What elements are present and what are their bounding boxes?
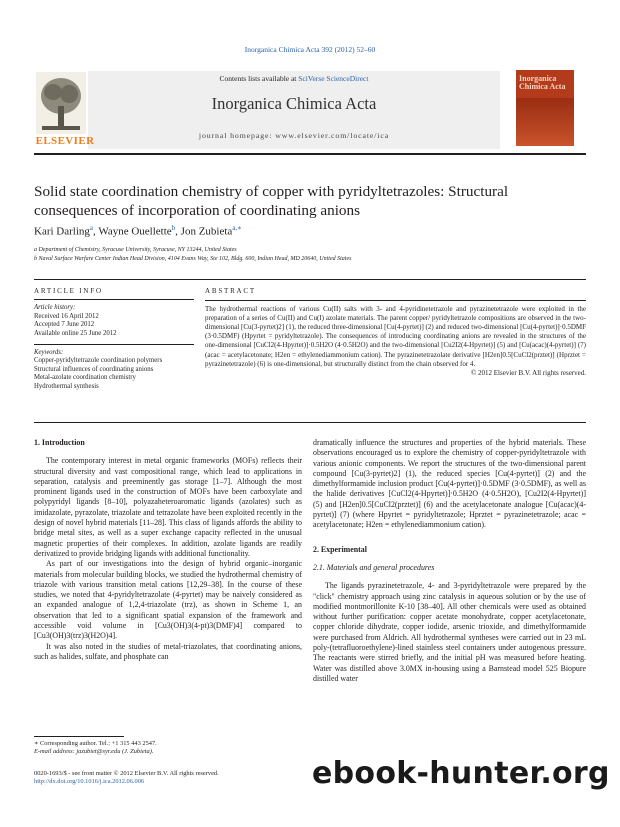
watermark: ebook-hunter.org bbox=[312, 756, 610, 791]
materials-subheading: 2.1. Materials and general procedures bbox=[313, 562, 435, 572]
keyword: Hydrothermal synthesis bbox=[34, 382, 99, 390]
email-note[interactable]: E-mail address: jazubiet@syr.edu (J. Zubieta). bbox=[34, 748, 154, 756]
body-left-column bbox=[34, 438, 302, 662]
journal-cover-thumbnail[interactable] bbox=[516, 70, 574, 146]
sciencedirect-link[interactable]: SciVerse ScienceDirect bbox=[298, 74, 369, 83]
section-rule bbox=[34, 279, 586, 280]
experimental-heading: 2. Experimental bbox=[313, 544, 367, 554]
journal-homepage[interactable]: journal homepage: www.elsevier.com/locate/ica bbox=[198, 131, 390, 140]
corresponding-author-note: ∗ Corresponding author. Tel.: +1 315 443 2547. bbox=[34, 740, 157, 747]
issn-line: 0020-1693/$ - see front matter © 2012 Elsevier B.V. All rights reserved. bbox=[34, 770, 219, 777]
abstract-rule bbox=[205, 300, 586, 301]
header-rule bbox=[34, 153, 586, 155]
journal-title: Inorganica Chimica Acta bbox=[211, 94, 377, 113]
keyword: Structural influences of coordinating anions bbox=[34, 365, 154, 373]
affiliation: a Department of Chemistry, Syracuse University, Syracuse, NY 13244, United States bbox=[34, 247, 237, 253]
cover-image-band bbox=[516, 98, 574, 146]
intro-paragraph: The contemporary interest in metal organic frameworks (MOFs) reflects their structural diversity and vast compositional range, which lead to applications in separation, catalysis and preeminently gas storage [1–7]. Although the most prominent ligands used in the construction of MOFs have been carboxylate and polypyridyl ligands [8–10], polyazaheteroaromatic ligands (azolates) such as imidazolate, pyrazolate, triazolate and tetrazolate have been exploited recently in the design of novel hybrid materials [11–28]. This class of ligands affords the ability to bridge metal sites, as well as a super exchange capacity reflected in the unusual magnetic properties of their complexes. In addition, azolate ligands are readily derivatized to provide bridging ligands with additional functionality. bbox=[34, 456, 302, 558]
history-item: Received 16 April 2012 bbox=[34, 312, 99, 320]
article-info bbox=[34, 287, 194, 391]
history-item: Accepted 7 June 2012 bbox=[34, 321, 95, 329]
article-title: Solid state coordination chemistry of copper with pyridyltetrazoles: Structural consequences of incorporation of coordinating anions bbox=[34, 183, 509, 219]
footnote-rule bbox=[34, 736, 124, 737]
keyword: Copper-pyridyltetrazole coordination polymers bbox=[34, 357, 163, 365]
footnotes bbox=[34, 740, 157, 756]
author-name[interactable]: Wayne Ouellette bbox=[98, 225, 172, 238]
cover-title: Inorganica Chimica Acta bbox=[519, 74, 566, 91]
contents-prefix: Contents lists available at bbox=[219, 74, 299, 83]
abstract-heading: ABSTRACT bbox=[205, 287, 256, 295]
abstract-text: The hydrothermal reactions of various Cu(II) salts with 3- and 4-pyridinetetrazole and pyrazinetetrazole were exploited in the preparation of a series of Cu(II) and Cu(I) azolate materials. The parent copper/ pyridyltetrazole compositions are observed in the two-dimensional [Cu(3-pyrtet)2] (1), the reduced three-dimensional [Cu(4-pyrtet)] (2) and reduced two-dimensional [Cu(4-pyrtet)]·0.5DMF (3·0.5DMF) (Hpyrtet = pyridyltetrazole). The consequences of introducing coordinating anions are revealed in the structures of the one-dimensional [CuCl2(4-Hpyrtet)]·0.5H2O (4·0.5H2O) and the two-dimensional [Cu2I2(4-Hpyrtet)] (5) and [Cu(acac)(4-pyrtet)] (7) (acac = acetylacetonate; H2en = ethylenediammonium cation). The pyrazinetetrazolate derivative [H2en]0.5[CuCl2(prztet)] (Hprztet = pyrazinetetrazole) (6) is one-dimensional, but structurally distinct from the chain observed for 4. bbox=[205, 305, 586, 368]
author-affil-mark[interactable]: a,∗ bbox=[232, 224, 242, 232]
contents-line bbox=[88, 74, 500, 83]
journal-reference[interactable]: Inorganica Chimica Acta 392 (2012) 52–60 bbox=[244, 45, 376, 54]
keywords-label: Keywords: bbox=[34, 349, 64, 357]
affiliation: b Naval Surface Warfare Center Indian Head Division, 4104 Evans Way, Ste 102, Bldg. 600, Indian Head, MD 20640, United States bbox=[34, 256, 352, 262]
section-rule bbox=[34, 422, 586, 423]
history-item: Available online 25 June 2012 bbox=[34, 329, 117, 337]
author-affil-mark[interactable]: a bbox=[89, 224, 94, 232]
article-info-heading: ARTICLE INFO bbox=[34, 287, 103, 295]
author-affil-mark[interactable]: b bbox=[171, 224, 176, 232]
doi-link[interactable]: http://dx.doi.org/10.1016/j.ica.2012.06.006 bbox=[34, 778, 145, 786]
history-label: Article history: bbox=[34, 304, 76, 312]
author-name[interactable]: Jon Zubieta bbox=[180, 225, 233, 238]
info-rule bbox=[34, 299, 194, 300]
abstract bbox=[205, 287, 586, 378]
footer-issn bbox=[34, 770, 219, 786]
author-name[interactable]: Kari Darling bbox=[34, 225, 90, 238]
intro-heading: 1. Introduction bbox=[34, 438, 85, 447]
keyword: Metal-azolate coordination chemistry bbox=[34, 374, 136, 382]
body-right-column bbox=[313, 438, 586, 684]
elsevier-wordmark: ELSEVIER bbox=[35, 135, 95, 147]
copyright-line: © 2012 Elsevier B.V. All rights reserved. bbox=[470, 368, 586, 377]
intro-paragraph: As part of our investigations into the design of hybrid organic–inorganic materials from molecular building blocks, we studied the hydrothermal chemistry of triazole with various transition metal cations [12,29–38]. In the course of these studies, we noted that 4-pyridyltetrazolate (4-pyrtet) may be naively considered as an expanded analogue of 1,2,4-triazolate (trz), as shown in Scheme 1, an observation that led to a significant spatial expansion of the framework and accessible void volume in [Cu3(OH)3(4-pt)3(DMF)4] compared to [Cu3(OH)3(trz)3(H2O)4]. bbox=[34, 559, 302, 641]
body-paragraph: The ligands pyrazinetetrazole, 4- and 3-pyridyltetrazole were prepared by the "click" chemistry approach using zinc catalysis in aqueous solution or by the use of modified montmorillonite K-10 [38–40]. All other chemicals were used as obtained without further purification: copper acetate monohydrate, copper acetylacetonate, copper chloride dihydrate, copper iodide, arsenic trioxide, and dimethylformamide were purchased from Aldrich. All hydrothermal syntheses were carried out in 23 mL poly-(tetrafluoroethylene)-lined stainless steel containers under autogenous pressure. The reactants were stirred briefly, and the initial pH was measured before heating. Water was distilled above 3.0MX in-housing using a Barnstead model 525 Biopure distilled water bbox=[313, 581, 586, 683]
info-rule bbox=[34, 344, 194, 345]
intro-paragraph: It was also noted in the studies of metal-triazolates, that coordinating anions, such as halides, sulfate, and phosphate can bbox=[34, 641, 302, 661]
author-list: Kari Darling$^a$, Wayne Ouellette$^b$, Jon Zubieta$^{a,∗}$ bbox=[34, 224, 242, 238]
body-paragraph: dramatically influence the structures and properties of the hybrid materials. These observations encouraged us to explore the chemistry of copper-pyridyltetrazole with various anionic components. We report the structures of the two-dimensional parent compound [Cu(3-pyrtet)2] (1), the reduced species [Cu(4-pyrtet)] (2) and the dimethylformamide inclusion product [Cu(4-pyrtet)]·0.5DMF (3·0.5DMF), as well as the halide derivatives [CuCl2(4-Hpyrtet)]·0.5H2O (4·0.5H2O), [Cu2I2(4-Hpyrtet)] (5) and [H2en]0.5[CuCl2(prztet)] (6) and the acetylacetonate analogue [Cu(acac)(4-pyrtet)] (7) (where Hpyrtet = pyridyltetrazole; Hprztet = pyrazinetetrazole; acac = acetylacetonate; H2en = ethylenediammonium cation). bbox=[313, 438, 586, 530]
